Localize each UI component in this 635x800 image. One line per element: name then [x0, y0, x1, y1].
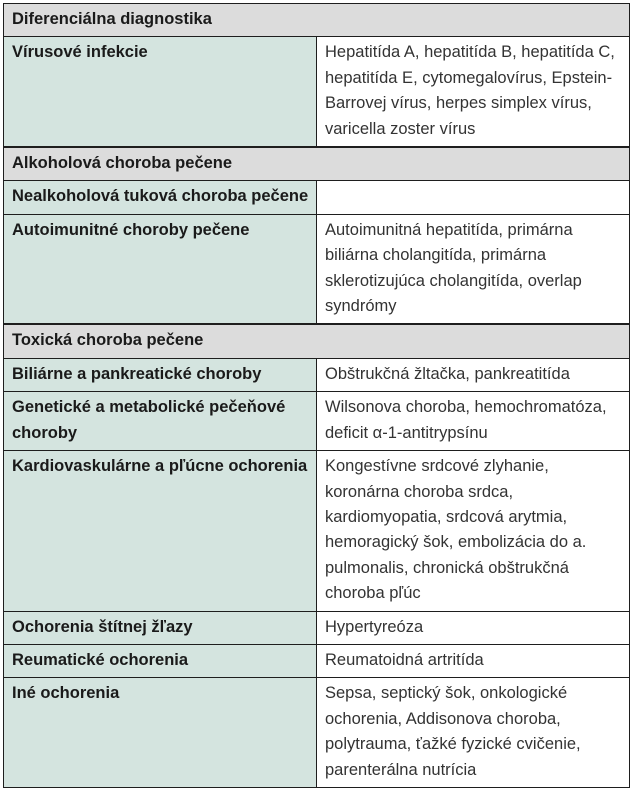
- table-row: [4, 392, 630, 451]
- row-label: Autoimunitné choroby pečene: [4, 214, 317, 324]
- row-value: Reumatoidná artritída: [317, 644, 630, 677]
- section-label: Alkoholová choroba pečene: [4, 147, 630, 181]
- differential-diagnosis-table-container: [3, 3, 630, 788]
- row-label: Vírusové infekcie: [4, 37, 317, 147]
- row-label: Ochorenia štítnej žľazy: [4, 611, 317, 644]
- table-row: [4, 451, 630, 611]
- row-value: Autoimunitná hepatitída, primárna biliárna cholangitída, primárna sklerotizujúca cholangitída, overlap syndrómy: [317, 214, 630, 324]
- row-value: Wilsonova choroba, hemochromatóza, deficit α-1-antitrypsínu: [317, 392, 630, 451]
- row-value: Obštrukčná žltačka, pankreatitída: [317, 358, 630, 391]
- table-row: [4, 358, 630, 391]
- table-row: [4, 611, 630, 644]
- section-row: [4, 324, 630, 358]
- section-label: Toxická choroba pečene: [4, 324, 630, 358]
- section-row: [4, 147, 630, 181]
- table-header-row: [4, 4, 630, 37]
- row-value: Sepsa, septický šok, onkologické ochorenia, Addisonova choroba, polytrauma, ťažké fyzické cvičenie, parenterálna nutrícia: [317, 678, 630, 788]
- row-value: Hepatitída A, hepatitída B, hepatitída C, hepatitída E, cytomegalovírus, Epstein-Barrovej vírus, herpes simplex vírus, varicella zoster vírus: [317, 37, 630, 147]
- table-row: [4, 181, 630, 214]
- table-row: [4, 214, 630, 324]
- table-row: [4, 644, 630, 677]
- row-label: Kardiovaskulárne a pľúcne ochorenia: [4, 451, 317, 611]
- row-label: Iné ochorenia: [4, 678, 317, 788]
- differential-diagnosis-table: [3, 3, 630, 788]
- row-label: Biliárne a pankreatické choroby: [4, 358, 317, 391]
- row-value: [317, 181, 630, 214]
- row-label: Genetické a metabolické pečeňové choroby: [4, 392, 317, 451]
- table-row: [4, 678, 630, 788]
- table-row: [4, 37, 630, 147]
- table-title: Diferenciálna diagnostika: [4, 4, 630, 37]
- row-value: Hypertyreóza: [317, 611, 630, 644]
- row-label: Nealkoholová tuková choroba pečene: [4, 181, 317, 214]
- row-value: Kongestívne srdcové zlyhanie, koronárna choroba srdca, kardiomyopatia, srdcová arytmia, hemoragický šok, embolizácia do a. pulmonalis, chronická obštrukčná choroba pľúc: [317, 451, 630, 611]
- row-label: Reumatické ochorenia: [4, 644, 317, 677]
